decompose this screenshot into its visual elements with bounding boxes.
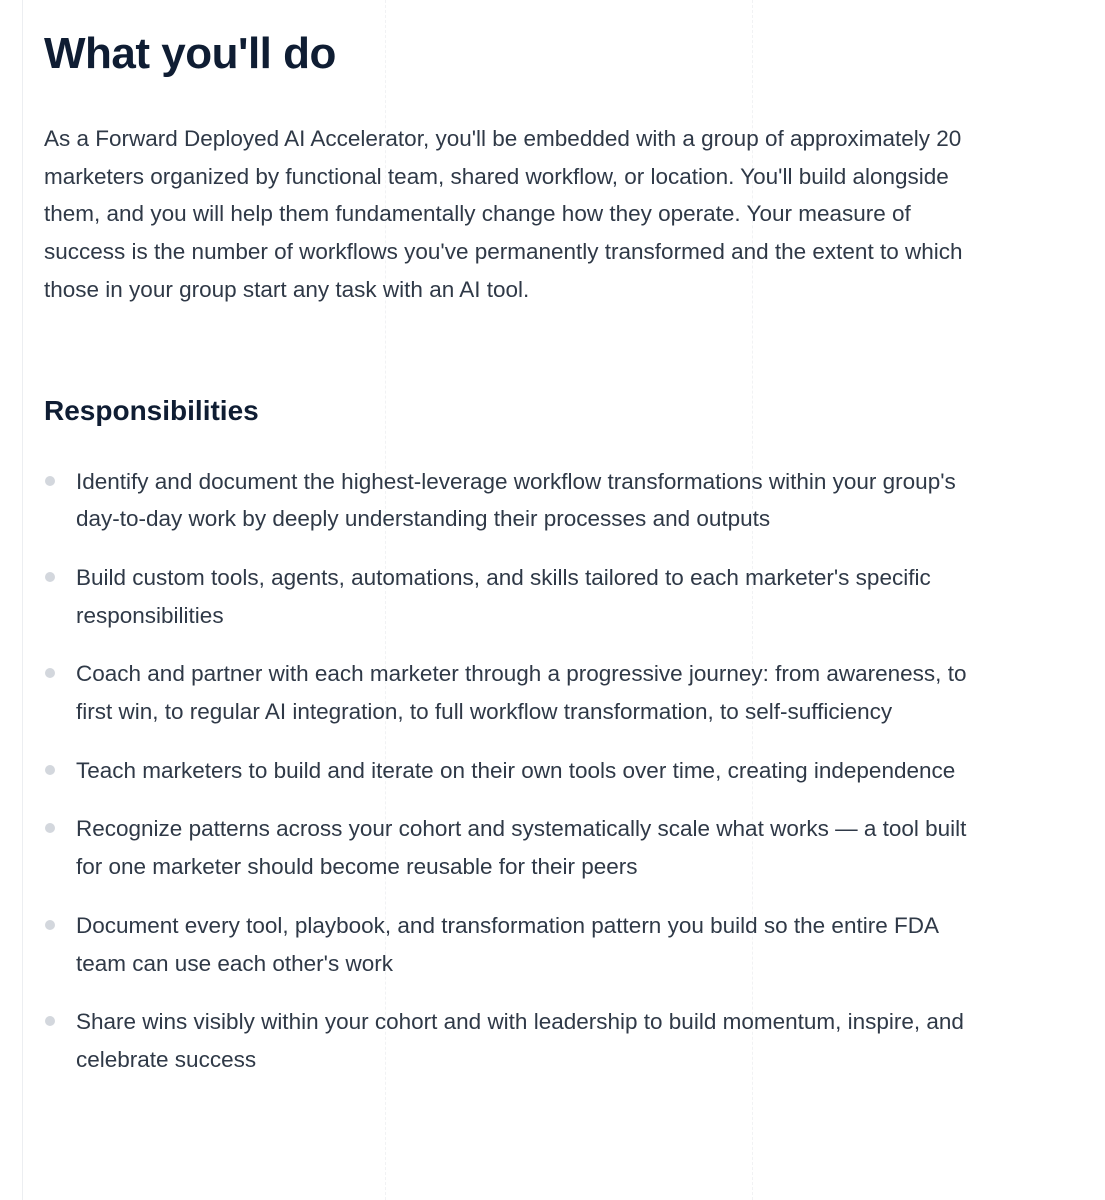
intro-paragraph: As a Forward Deployed AI Accelerator, you'll be embedded with a group of approximately 20 marketers organized by functional team, shared workflow, or location. You'll build alongside them, and you will help them fundamentally change how they operate. Your measure of success is the number of workflows you've permanently transformed and the extent to which those in your group start any task with an AI tool. <box>44 126 963 302</box>
responsibilities-heading: Responsibilities <box>44 394 259 426</box>
list-item <box>44 810 986 885</box>
list-item <box>44 559 986 634</box>
list-item-text: Build custom tools, agents, automations, and skills tailored to each marketer's specific responsibilities <box>76 564 931 628</box>
bullet-icon <box>45 1016 55 1026</box>
list-item-text: Share wins visibly within your cohort and with leadership to build momentum, inspire, and celebrate success <box>76 1009 964 1072</box>
list-item <box>44 655 986 730</box>
responsibilities-list <box>44 463 1004 1079</box>
bullet-icon <box>45 668 55 678</box>
list-item-text: Document every tool, playbook, and transformation pattern you build so the entire FDA team can use each other's work <box>76 912 938 976</box>
bullet-icon <box>45 765 55 775</box>
bullet-icon <box>45 920 55 930</box>
list-item <box>44 1003 986 1078</box>
list-item <box>44 752 986 790</box>
bullet-icon <box>45 823 55 833</box>
left-border <box>22 0 23 1200</box>
list-item <box>44 463 986 538</box>
list-item-text: Coach and partner with each marketer through a progressive journey: from awareness, to first win, to regular AI integration, to full workflow transformation, to self-sufficiency <box>76 661 967 725</box>
list-item-text: Recognize patterns across your cohort and systematically scale what works — a tool built for one marketer should become reusable for their peers <box>76 816 967 880</box>
list-item <box>44 907 986 982</box>
page-title: What you'll do <box>44 29 336 78</box>
main-content <box>44 0 1004 1100</box>
list-item-text: Identify and document the highest-leverage workflow transformations within your group's day-to-day work by deeply understanding their processes and outputs <box>76 468 956 532</box>
list-item-text: Teach marketers to build and iterate on their own tools over time, creating independence <box>76 757 956 783</box>
bullet-icon <box>45 476 55 486</box>
bullet-icon <box>45 572 55 582</box>
